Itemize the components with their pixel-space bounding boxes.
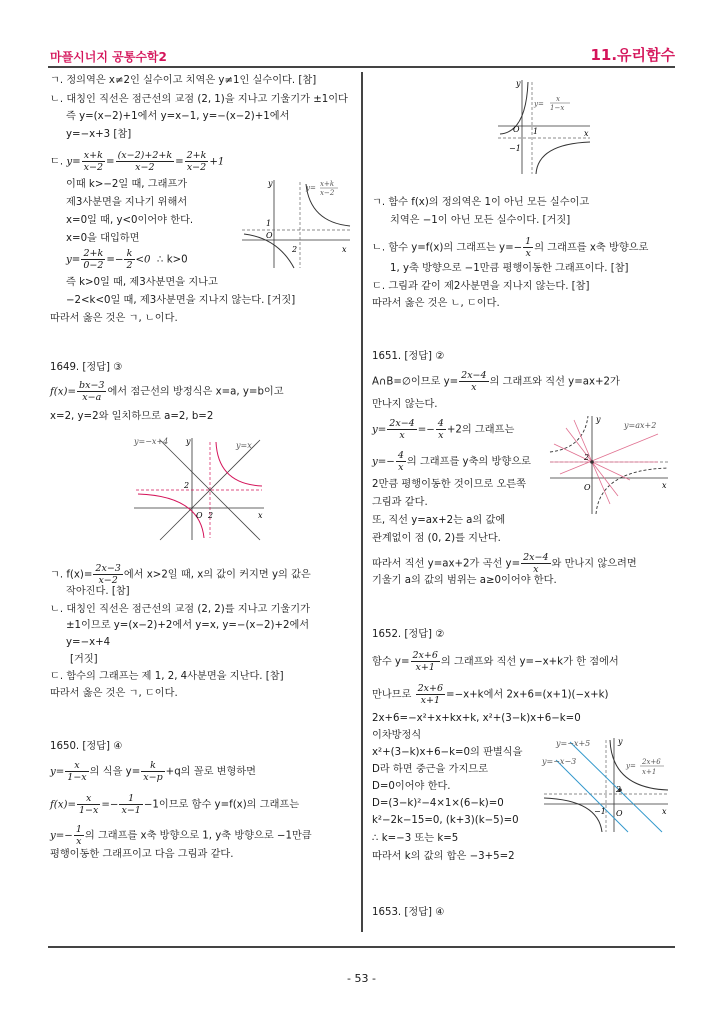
p1652-line-10: ∴ k=−3 또는 k=5 — [372, 833, 459, 844]
p1652-head: 1652. [정답] ② — [372, 629, 445, 640]
g1-x: x — [342, 245, 347, 254]
p1648-line-9: x=0을 대입하면 — [66, 233, 140, 244]
g1-label-a: y= — [306, 184, 316, 192]
g1-label-d: x−2 — [320, 189, 335, 197]
p1648-line-6: 이때 k>−2일 때, 그래프가 — [66, 179, 188, 190]
p1651-line-5: 2만큼 평행이동한 것이므로 오른쪽 — [372, 479, 526, 490]
g1-y: y — [268, 179, 273, 188]
p1648-line-2: ㄴ. 대칭인 직선은 점근선의 교점 (2, 1)을 지나고 기울기가 ±1이다 — [50, 94, 348, 105]
p1650-head: 1650. [정답] ④ — [50, 741, 123, 752]
p1650-line-2: f(x)= $\frac{x}{1-x}$ =− $\frac{1}{x-1}$ −1이므로 함수 y=f(x)의 그래프는 — [50, 793, 300, 816]
g5-origin: O — [616, 809, 623, 818]
column-divider — [361, 72, 363, 932]
g2-two-x: 2 — [208, 511, 214, 520]
p1651-line-8: 관계없이 점 (0, 2)를 지난다. — [372, 533, 501, 544]
p1649-line-2: x=2, y=2와 일치하므로 a=2, b=2 — [50, 411, 214, 422]
p1651-head: 1651. [정답] ② — [372, 351, 445, 362]
g2-y: y — [186, 437, 191, 446]
p1649-line-6: ±1이므로 y=(x−2)+2에서 y=x, y=−(x−2)+2에서 — [66, 620, 310, 631]
p1649-line-7: y=−x+4 — [66, 637, 111, 648]
p1651-line-1: A∩B=∅이므로 y= $\frac{2x-4}{x}$ 의 그래프와 직선 y=ax+2가 — [372, 370, 620, 393]
p1648-eq2: y= $\frac{2+k}{0-2}$ =− $\frac{k}{2}$ <0 ∴ k>0 — [66, 248, 188, 271]
p1652-line-4: 이차방정식 — [372, 730, 422, 741]
p1651-line-3: y= $\frac{2x-4}{x}$ =− $\frac{4}{x}$ +2의 그래프는 — [372, 418, 515, 441]
p1648-line-8: x=0일 때, y<0이어야 한다. — [66, 215, 194, 226]
p1648-eq1: ㄷ. y= $\frac{x+k}{x-2}$ = $\frac{(x-2)+2+k}{x-2}$ = $\frac{2+k}{x-2}$ +1 — [50, 150, 225, 173]
p1652-line-6: D라 하면 중근을 가지므로 — [372, 764, 488, 775]
p1649-line-5: ㄴ. 대칭인 직선은 점근선의 교점 (2, 2)를 지나고 기울기가 — [50, 604, 310, 615]
g2-line-1: y=−x+4 — [134, 437, 169, 446]
p1653-head: 1653. [정답] ④ — [372, 907, 445, 918]
p1650-line-4: 평행이동한 그래프이고 다음 그림과 같다. — [50, 849, 234, 860]
p1648-line-4: y=−x+3 [참] — [66, 129, 132, 140]
g2-two-y: 2 — [184, 481, 190, 490]
footer-rule — [48, 946, 675, 948]
p1650b-line-6: 따라서 옳은 것은 ㄴ, ㄷ이다. — [372, 298, 500, 309]
chapter-title: 11.유리함수 — [590, 46, 675, 64]
g5-y: y — [618, 737, 623, 746]
p1650b-line-1: ㄱ. 함수 f(x)의 정의역은 1이 아닌 모든 실수이고 — [372, 197, 590, 208]
g1-two: 2 — [292, 245, 298, 254]
p1649-line-10: 따라서 옳은 것은 ㄱ, ㄷ이다. — [50, 688, 178, 699]
p1649-line-3: ㄱ. f(x)= $\frac{2x-3}{x-2}$ 에서 x>2일 때, x의 값이 커지면 y의 값은 — [50, 563, 311, 586]
g2-x: x — [258, 511, 263, 520]
g3-origin: O — [513, 125, 520, 134]
p1652-line-7: D=0이어야 한다. — [372, 781, 451, 792]
g5-x: x — [662, 807, 667, 816]
g3-one: 1 — [533, 127, 539, 136]
p1650-line-1: y= $\frac{x}{1-x}$ 의 식을 y= $\frac{k}{x-p}$ +q의 꼴로 변형하면 — [50, 760, 257, 783]
p1652-line-1: 함수 y= $\frac{2x+6}{x+1}$ 의 그래프와 직선 y=−x+k가 한 점에서 — [372, 650, 619, 673]
g4-y: y — [596, 415, 601, 424]
p1650-line-3: y=− $\frac{1}{x}$ 의 그래프를 x축 방향으로 1, y축 방향으로 −1만큼 — [50, 824, 312, 847]
p1652-line-2: 만나므로 $\frac{2x+6}{x+1}$ =−x+k에서 2x+6=(x+1)(−x+k) — [372, 683, 609, 706]
g5-two: 2 — [616, 785, 622, 794]
g5-label-n: 2x+6 — [642, 758, 661, 766]
g4-x: x — [662, 481, 667, 490]
p1652-line-3: 2x+6=−x²+x+kx+k, x²+(3−k)x+6−k=0 — [372, 713, 581, 724]
page-number: - 53 - — [347, 972, 376, 985]
g4-two: 2 — [584, 453, 590, 462]
book-title: 마플시너지 공통수학2 — [50, 50, 167, 64]
g5-line-1: y=−x+5 — [556, 739, 591, 748]
p1650b-line-2: 치역은 −1이 아닌 모든 실수이다. [거짓] — [390, 215, 571, 226]
graph-1651 — [546, 412, 672, 516]
p1649-line-8: [거짓] — [70, 654, 98, 665]
p1648-line-1: ㄱ. 정의역은 x≠2인 실수이고 치역은 y≠1인 실수이다. [참] — [50, 75, 317, 86]
p1649-line-1: f(x)= $\frac{bx-3}{x-a}$ 에서 점근선의 방정식은 x=a, y=b이고 — [50, 380, 284, 403]
p1648-line-11: 즉 k>0일 때, 제3사분면을 지나고 — [66, 277, 218, 288]
g5-line-2: y=−x−3 — [542, 757, 577, 766]
p1650b-line-5: ㄷ. 그림과 같이 제2사분면을 지나지 않는다. [참] — [372, 281, 590, 292]
p1648-line-12: −2<k<0일 때, 제3사분면을 지나지 않는다. [거짓] — [66, 295, 296, 306]
p1652-line-9: k²−2k−15=0, (k+3)(k−5)=0 — [372, 815, 519, 826]
g3-minus-one: −1 — [509, 144, 521, 153]
g3-label-n: x — [556, 95, 560, 103]
g3-y: y — [516, 79, 521, 88]
graph-1650 — [494, 76, 594, 176]
g4-origin: O — [584, 483, 591, 492]
g2-origin: O — [196, 511, 203, 520]
p1651-line-4: y=− $\frac{4}{x}$ 의 그래프를 y축의 방향으로 — [372, 450, 531, 473]
p1652-line-8: D=(3−k)²−4×1×(6−k)=0 — [372, 798, 504, 809]
g1-origin: O — [266, 231, 273, 240]
g3-x: x — [584, 129, 589, 138]
p1651-line-9: 따라서 직선 y=ax+2가 곡선 y= $\frac{2x-4}{x}$ 와 만나지 않으려면 — [372, 552, 637, 575]
g5-label-d: x+1 — [642, 768, 657, 776]
p1649-line-9: ㄷ. 함수의 그래프는 제 1, 2, 4사분면을 지난다. [참] — [50, 671, 284, 682]
p1651-line-7: 또, 직선 y=ax+2는 a의 값에 — [372, 515, 506, 526]
p1649-line-4: 작아진다. [참] — [66, 586, 130, 597]
p1650b-line-3: ㄴ. 함수 y=f(x)의 그래프는 y=− $\frac{1}{x}$ 의 그래프를 x축 방향으로 — [372, 236, 649, 259]
p1651-line-10: 기울기 a의 값의 범위는 a≥0이어야 한다. — [372, 575, 557, 586]
p1651-line-6: 그림과 같다. — [372, 497, 428, 508]
p1648-line-7: 제3사분면을 지나기 위해서 — [66, 197, 188, 208]
p1648-line-13: 따라서 옳은 것은 ㄱ, ㄴ이다. — [50, 313, 178, 324]
p1652-line-11: 따라서 k의 값의 합은 −3+5=2 — [372, 851, 515, 862]
graph-1652 — [540, 734, 672, 834]
header-rule — [48, 66, 675, 68]
p1652-line-5: x²+(3−k)x+6−k=0의 판별식을 — [372, 747, 523, 758]
g2-line-2: y=x — [236, 441, 252, 450]
g4-label: y=ax+2 — [624, 421, 657, 430]
p1648-line-3: 즉 y=(x−2)+1에서 y=x−1, y=−(x−2)+1에서 — [66, 111, 290, 122]
g1-label-n: x+k — [320, 180, 335, 188]
p1651-line-2: 만나지 않는다. — [372, 399, 438, 410]
g5-minus-one: −1 — [594, 807, 606, 816]
graph-1648 — [238, 176, 356, 272]
g3-label-a: y= — [534, 100, 544, 108]
p1650b-line-4: 1, y축 방향으로 −1만큼 평행이동한 그래프이다. [참] — [390, 263, 629, 274]
g5-label-a: y= — [626, 762, 636, 770]
g1-one: 1 — [266, 219, 272, 228]
graph-1649 — [130, 434, 270, 544]
p1649-head: 1649. [정답] ③ — [50, 362, 123, 373]
g3-label-d: 1−x — [550, 104, 565, 112]
